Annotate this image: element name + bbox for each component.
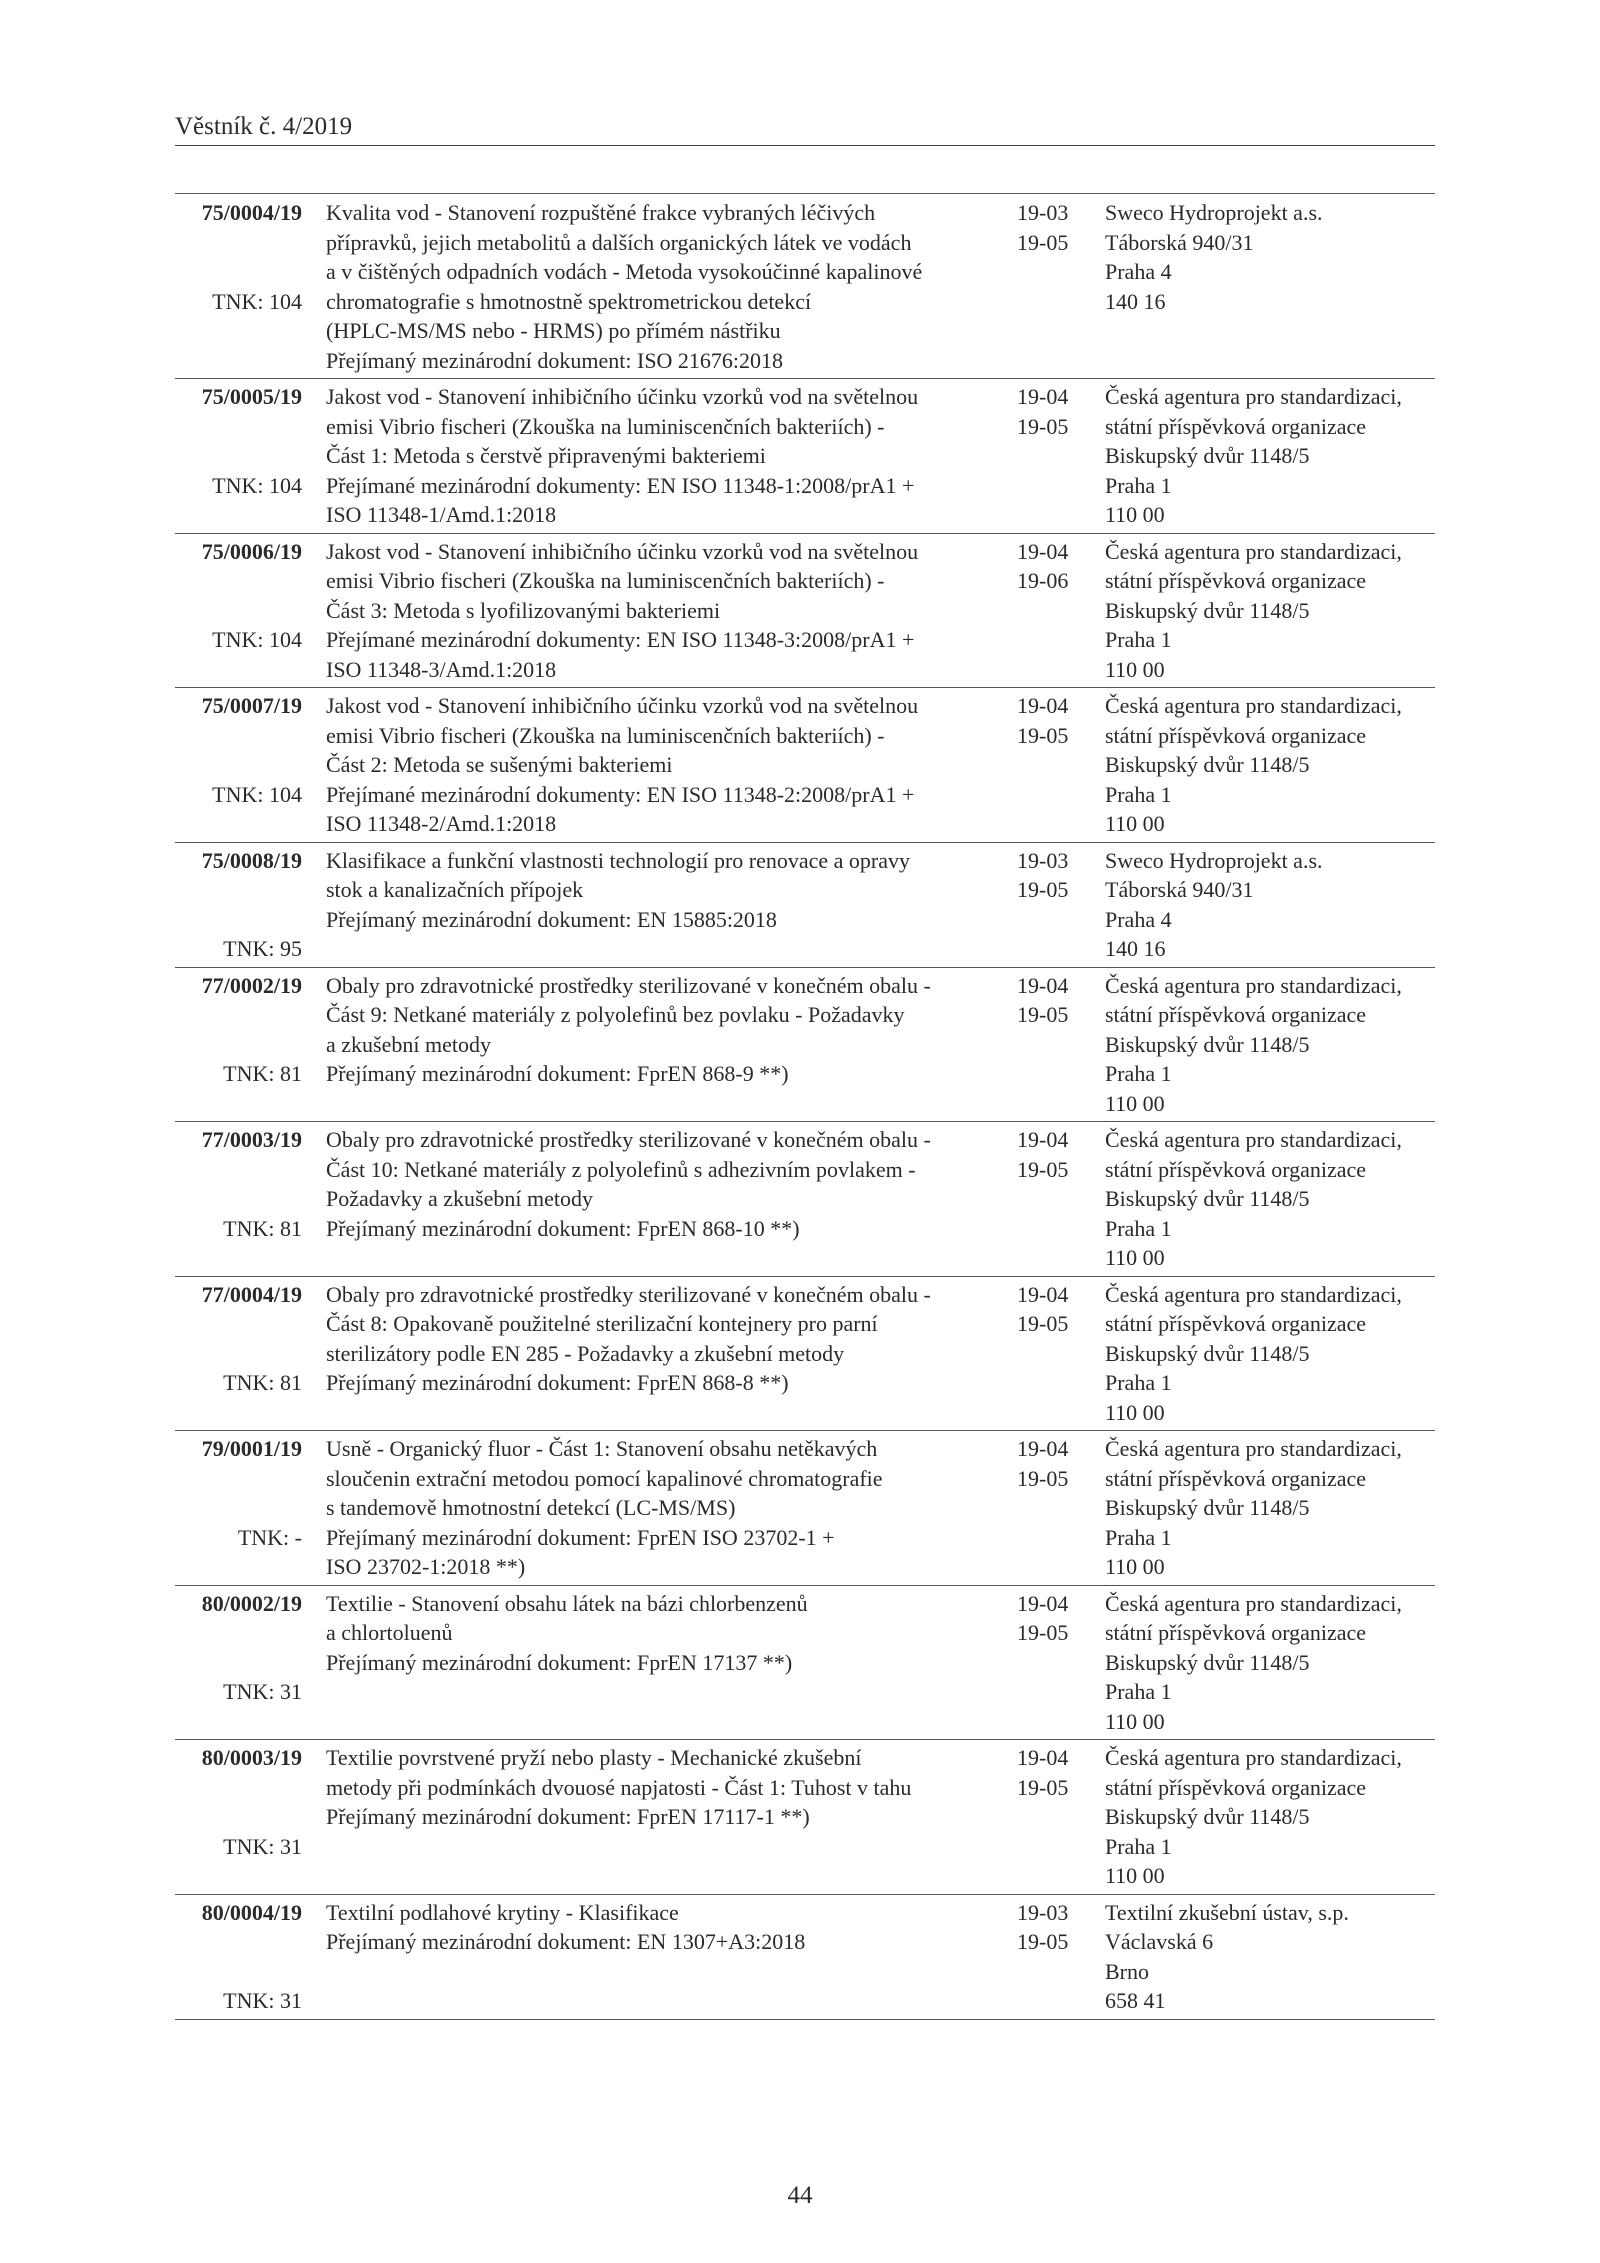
entry-title-line: Obaly pro zdravotnické prostředky sterilizované v konečném obalu - — [326, 1127, 931, 1152]
entry-organization-line: státní příspěvková organizace — [1105, 1620, 1367, 1645]
entry-title-line: Textilie - Stanovení obsahu látek na bázi chlorbenzenů — [326, 1590, 808, 1616]
entry-organization-line: 110 00 — [1105, 1399, 1165, 1425]
entry-dates — [1017, 1898, 1087, 1957]
entry-title — [326, 1898, 836, 1957]
entry-organization-line: Česká agentura pro standardizaci, — [1105, 538, 1402, 564]
entry-date: 19-05 — [1017, 1002, 1069, 1027]
entry-date: 19-05 — [1017, 1774, 1069, 1800]
entry-title-line: sloučenin extrační metodou pomocí kapalinové chromatografie — [326, 1465, 883, 1491]
entry-tnk: TNK: 81 — [223, 1370, 302, 1395]
entry-organization — [1105, 691, 1435, 839]
entry-id-cell — [175, 971, 302, 1119]
table-row — [175, 1586, 1435, 1741]
entry-title-line: emisi Vibrio fischeri (Zkouška na luminiscenčních bakteriích) - — [326, 722, 885, 748]
entry-organization-line: Česká agentura pro standardizaci, — [1105, 1590, 1402, 1616]
entry-title-line: (HPLC-MS/MS nebo - HRMS) po přímém nástřiku — [326, 318, 781, 343]
entry-organization-line: státní příspěvková organizace — [1105, 413, 1367, 439]
entry-organization-line: Praha 1 — [1105, 781, 1172, 807]
entry-tnk: TNK: - — [237, 1524, 302, 1550]
table-row — [175, 195, 1435, 379]
entry-title — [326, 691, 919, 839]
entry-organization-line: státní příspěvková organizace — [1105, 1311, 1367, 1336]
entry-tnk: TNK: 104 — [212, 288, 302, 314]
entry-date: 19-05 — [1017, 722, 1069, 748]
entry-organization — [1105, 1280, 1435, 1428]
entry-date: 19-03 — [1017, 847, 1069, 873]
entry-id-cell — [175, 1280, 302, 1428]
entry-title-line: Část 3: Metoda s lyofilizovanými bakteriemi — [326, 597, 721, 623]
entry-title-line: ISO 11348-2/Amd.1:2018 — [326, 811, 557, 836]
entry-date: 19-05 — [1017, 877, 1069, 902]
entry-dates — [1017, 971, 1087, 1030]
entry-organization-line: Sweco Hydroprojekt a.s. — [1105, 200, 1323, 225]
entry-organization-line: Biskupský dvůr 1148/5 — [1105, 752, 1310, 777]
entry-organization — [1105, 971, 1435, 1119]
entry-id-cell — [175, 1125, 302, 1273]
entry-organization-line: Praha 4 — [1105, 259, 1172, 284]
entry-code: 75/0004/19 — [201, 200, 302, 225]
entry-title-line: a zkušební metody — [326, 1031, 491, 1057]
entry-date: 19-04 — [1017, 972, 1069, 998]
entry-organization-line: 110 00 — [1105, 1090, 1165, 1116]
entry-code: 75/0008/19 — [201, 847, 302, 873]
entry-code: 77/0003/19 — [201, 1127, 302, 1152]
entry-title-line: Klasifikace a funkční vlastnosti technologií pro renovace a opravy — [326, 847, 911, 873]
entry-title-line: Jakost vod - Stanovení inhibičního účinku vzorků vod na světelnou — [326, 384, 919, 409]
entry-date: 19-05 — [1017, 229, 1069, 255]
entry-organization-line: Praha 1 — [1105, 1679, 1172, 1704]
entry-title — [326, 846, 911, 935]
entry-organization-line: Praha 1 — [1105, 627, 1172, 652]
entry-organization-line: Praha 1 — [1105, 1833, 1172, 1859]
entry-title — [326, 382, 919, 530]
entry-dates — [1017, 1125, 1087, 1184]
entry-tnk: TNK: 31 — [223, 1833, 302, 1859]
entry-id-cell — [175, 1589, 302, 1737]
entry-date: 19-05 — [1017, 1465, 1069, 1491]
entry-organization-line: 658 41 — [1105, 1988, 1166, 2013]
entry-organization-line: státní příspěvková organizace — [1105, 568, 1367, 593]
entry-code: 80/0004/19 — [201, 1899, 302, 1925]
entry-id-cell — [175, 691, 302, 839]
entry-date: 19-05 — [1017, 1620, 1069, 1645]
page-number: 44 — [787, 2182, 813, 2209]
entry-organization-line: Praha 1 — [1105, 1061, 1172, 1086]
entry-code: 77/0004/19 — [201, 1281, 302, 1307]
entry-title — [326, 1589, 836, 1678]
table-row — [175, 1277, 1435, 1432]
entry-dates — [1017, 537, 1087, 596]
entry-title — [326, 1434, 883, 1582]
entry-title — [326, 971, 931, 1089]
entry-code: 75/0007/19 — [201, 693, 302, 718]
entry-dates — [1017, 1280, 1087, 1339]
entry-organization-line: Biskupský dvůr 1148/5 — [1105, 443, 1310, 468]
entry-date: 19-03 — [1017, 1899, 1069, 1925]
entry-title — [326, 198, 923, 375]
entry-organization-line: 110 00 — [1105, 656, 1165, 682]
entry-organization-line: Česká agentura pro standardizaci, — [1105, 384, 1402, 409]
entry-organization-line: Biskupský dvůr 1148/5 — [1105, 1495, 1310, 1520]
entry-title-line: Jakost vod - Stanovení inhibičního účinku vzorků vod na světelnou — [326, 538, 919, 564]
entry-code: 80/0002/19 — [201, 1590, 302, 1616]
entry-title-line: stok a kanalizačních přípojek — [326, 877, 584, 902]
entry-organization-line: Biskupský dvůr 1148/5 — [1105, 1649, 1310, 1675]
entry-organization-line: Česká agentura pro standardizaci, — [1105, 972, 1402, 998]
entry-date: 19-04 — [1017, 1127, 1069, 1152]
entry-date: 19-05 — [1017, 1929, 1069, 1954]
entry-title-line: Usně - Organický fluor - Část 1: Stanovení obsahu netěkavých — [326, 1436, 878, 1461]
entry-title — [326, 537, 919, 685]
table-top-rule — [175, 193, 1435, 194]
entry-organization — [1105, 1125, 1435, 1273]
entry-organization-line: Textilní zkušební ústav, s.p. — [1105, 1899, 1349, 1925]
entry-title-line: Přejímaný mezinárodní dokument: ISO 21676:2018 — [326, 347, 784, 373]
entry-dates — [1017, 1589, 1087, 1648]
entry-id-cell — [175, 1743, 302, 1891]
entry-organization-line: Biskupský dvůr 1148/5 — [1105, 1340, 1310, 1366]
entry-title-line: Textilní podlahové krytiny - Klasifikace — [326, 1899, 679, 1925]
table-row — [175, 688, 1435, 843]
entry-organization-line: státní příspěvková organizace — [1105, 722, 1367, 748]
table-row — [175, 1431, 1435, 1586]
entry-title-line: Část 1: Metoda s čerstvě připravenými bakteriemi — [326, 443, 766, 468]
entry-organization-line: Česká agentura pro standardizaci, — [1105, 1281, 1402, 1307]
page-header-title: Věstník č. 4/2019 — [175, 113, 353, 140]
entry-organization-line: 140 16 — [1105, 288, 1166, 314]
entry-date: 19-03 — [1017, 200, 1069, 225]
entry-title-line: Část 9: Netkané materiály z polyolefinů bez povlaku - Požadavky — [326, 1002, 905, 1027]
entry-tnk: TNK: 104 — [212, 781, 302, 807]
entry-tnk: TNK: 95 — [223, 936, 302, 961]
entry-id-cell — [175, 1898, 302, 2016]
entry-date: 19-04 — [1017, 538, 1069, 564]
entry-title-line: emisi Vibrio fischeri (Zkouška na luminiscenčních bakteriích) - — [326, 413, 885, 439]
entry-organization-line: Václavská 6 — [1105, 1929, 1214, 1954]
entry-organization — [1105, 198, 1435, 316]
entry-organization-line: Sweco Hydroprojekt a.s. — [1105, 847, 1323, 873]
entry-organization — [1105, 1434, 1435, 1582]
entry-organization-line: Praha 1 — [1105, 472, 1172, 498]
entry-tnk: TNK: 31 — [223, 1988, 302, 2013]
entry-dates — [1017, 198, 1087, 257]
entry-title-line: ISO 11348-3/Amd.1:2018 — [326, 656, 557, 682]
entry-title-line: Obaly pro zdravotnické prostředky sterilizované v konečném obalu - — [326, 972, 931, 998]
entry-organization-line: 110 00 — [1105, 1863, 1165, 1888]
entry-organization-line: státní příspěvková organizace — [1105, 1465, 1367, 1491]
table-row — [175, 843, 1435, 968]
table-row — [175, 1740, 1435, 1895]
entry-title-line: sterilizátory podle EN 285 - Požadavky a zkušební metody — [326, 1340, 845, 1366]
entry-organization — [1105, 1743, 1435, 1891]
entry-title-line: Přejímané mezinárodní dokumenty: EN ISO 11348-3:2008/prA1 + — [326, 627, 915, 652]
entry-code: 79/0001/19 — [201, 1436, 302, 1461]
entry-tnk: TNK: 31 — [223, 1679, 302, 1704]
entry-organization — [1105, 537, 1435, 685]
entry-organization-line: Česká agentura pro standardizaci, — [1105, 1436, 1402, 1461]
table-row — [175, 968, 1435, 1123]
entry-organization-line: státní příspěvková organizace — [1105, 1002, 1367, 1027]
entry-organization-line: Brno — [1105, 1958, 1149, 1984]
entry-title-line: Část 8: Opakovaně použitelné sterilizační kontejnery pro parní — [326, 1311, 878, 1336]
entry-title-line: Obaly pro zdravotnické prostředky sterilizované v konečném obalu - — [326, 1281, 931, 1307]
entry-organization-line: státní příspěvková organizace — [1105, 1774, 1367, 1800]
entry-title-line: Přejímaný mezinárodní dokument: FprEN 17117-1 **) — [326, 1804, 810, 1829]
entry-date: 19-05 — [1017, 1156, 1069, 1182]
entry-organization-line: Praha 1 — [1105, 1215, 1172, 1241]
table-row — [175, 1895, 1435, 2020]
entry-title-line: Přejímaný mezinárodní dokument: FprEN ISO 23702-1 + — [326, 1524, 835, 1550]
entry-tnk: TNK: 104 — [212, 472, 302, 498]
entry-organization — [1105, 1589, 1435, 1737]
entry-organization-line: Biskupský dvůr 1148/5 — [1105, 597, 1310, 623]
standards-table — [175, 195, 1435, 2020]
entry-organization-line: Táborská 940/31 — [1105, 229, 1254, 255]
entry-code: 75/0005/19 — [201, 384, 302, 409]
entry-tnk: TNK: 81 — [223, 1215, 302, 1241]
entry-organization-line: 140 16 — [1105, 936, 1166, 961]
entry-organization-line: Česká agentura pro standardizaci, — [1105, 1127, 1402, 1152]
entry-organization-line: Biskupský dvůr 1148/5 — [1105, 1031, 1310, 1057]
table-row — [175, 1122, 1435, 1277]
entry-organization-line: Praha 1 — [1105, 1370, 1172, 1395]
entry-title-line: ISO 11348-1/Amd.1:2018 — [326, 502, 557, 527]
entry-organization-line: 110 00 — [1105, 1708, 1165, 1734]
entry-organization — [1105, 382, 1435, 530]
entry-title — [326, 1125, 931, 1243]
entry-title-line: metody při podmínkách dvouosé napjatosti - Část 1: Tuhost v tahu — [326, 1774, 912, 1800]
entry-title-line: Přejímané mezinárodní dokumenty: EN ISO 11348-2:2008/prA1 + — [326, 781, 915, 807]
entry-organization-line: Táborská 940/31 — [1105, 877, 1254, 902]
table-row — [175, 379, 1435, 534]
entry-title-line: chromatografie s hmotnostně spektrometrickou detekcí — [326, 288, 812, 314]
entry-title-line: emisi Vibrio fischeri (Zkouška na luminiscenčních bakteriích) - — [326, 568, 885, 593]
entry-date: 19-04 — [1017, 384, 1069, 409]
entry-organization-line: 110 00 — [1105, 1554, 1165, 1579]
entry-date: 19-04 — [1017, 1590, 1069, 1616]
entry-title-line: a chlortoluenů — [326, 1620, 453, 1645]
entry-title-line: a v čištěných odpadních vodách - Metoda vysokoúčinné kapalinové — [326, 259, 923, 284]
entry-title-line: Přejímaný mezinárodní dokument: EN 1307+A3:2018 — [326, 1929, 806, 1954]
entry-title-line: Přejímaný mezinárodní dokument: FprEN 17137 **) — [326, 1649, 793, 1675]
entry-id-cell — [175, 1434, 302, 1582]
entry-organization-line: Praha 4 — [1105, 906, 1172, 932]
entry-title-line: Požadavky a zkušební metody — [326, 1186, 593, 1211]
entry-id-cell — [175, 382, 302, 530]
entry-title-line: Textilie povrstvené pryží nebo plasty - Mechanické zkušební — [326, 1745, 862, 1770]
entry-organization-line: 110 00 — [1105, 502, 1165, 527]
entry-date: 19-04 — [1017, 1436, 1069, 1461]
entry-dates — [1017, 1743, 1087, 1802]
header-rule — [175, 145, 1435, 146]
entry-date: 19-05 — [1017, 413, 1069, 439]
entry-id-cell — [175, 198, 302, 375]
entry-title-line: přípravků, jejich metabolitů a dalších organických látek ve vodách — [326, 229, 912, 255]
entry-organization-line: státní příspěvková organizace — [1105, 1156, 1367, 1182]
entry-date: 19-04 — [1017, 693, 1069, 718]
entry-title — [326, 1743, 912, 1832]
entry-organization-line: Praha 1 — [1105, 1524, 1172, 1550]
entry-title-line: s tandemově hmotnostní detekcí (LC-MS/MS) — [326, 1495, 736, 1520]
entry-title-line: ISO 23702-1:2018 **) — [326, 1554, 526, 1579]
entry-code: 77/0002/19 — [201, 972, 302, 998]
entry-title-line: Přejímaný mezinárodní dokument: FprEN 868-8 **) — [326, 1370, 789, 1395]
entry-organization-line: 110 00 — [1105, 1245, 1165, 1270]
table-row — [175, 534, 1435, 689]
entry-code: 75/0006/19 — [201, 538, 302, 564]
entry-date: 19-04 — [1017, 1281, 1069, 1307]
entry-title-line: Část 2: Metoda se sušenými bakteriemi — [326, 752, 673, 777]
entry-organization-line: 110 00 — [1105, 811, 1165, 836]
entry-dates — [1017, 846, 1087, 905]
entry-id-cell — [175, 846, 302, 964]
entry-organization-line: Biskupský dvůr 1148/5 — [1105, 1186, 1310, 1211]
entry-date: 19-05 — [1017, 1311, 1069, 1336]
entry-title-line: Přejímaný mezinárodní dokument: FprEN 868-9 **) — [326, 1061, 789, 1086]
entry-title-line: Přejímaný mezinárodní dokument: EN 15885:2018 — [326, 906, 777, 932]
entry-organization — [1105, 1898, 1435, 2016]
entry-date: 19-06 — [1017, 568, 1069, 593]
entry-title-line: Kvalita vod - Stanovení rozpuštěné frakce vybraných léčivých — [326, 200, 876, 225]
entry-dates — [1017, 691, 1087, 750]
entry-dates — [1017, 382, 1087, 441]
entry-organization-line: Česká agentura pro standardizaci, — [1105, 1745, 1402, 1770]
entry-title-line: Přejímané mezinárodní dokumenty: EN ISO 11348-1:2008/prA1 + — [326, 472, 915, 498]
entry-code: 80/0003/19 — [201, 1745, 302, 1770]
entry-id-cell — [175, 537, 302, 685]
entry-organization — [1105, 846, 1435, 964]
entry-dates — [1017, 1434, 1087, 1493]
entry-tnk: TNK: 104 — [212, 627, 302, 652]
entry-organization-line: Biskupský dvůr 1148/5 — [1105, 1804, 1310, 1829]
entry-organization-line: Česká agentura pro standardizaci, — [1105, 693, 1402, 718]
entry-tnk: TNK: 81 — [223, 1061, 302, 1086]
entry-title-line: Přejímaný mezinárodní dokument: FprEN 868-10 **) — [326, 1215, 800, 1241]
entry-date: 19-04 — [1017, 1745, 1069, 1770]
entry-title-line: Jakost vod - Stanovení inhibičního účinku vzorků vod na světelnou — [326, 693, 919, 718]
entry-title-line: Část 10: Netkané materiály z polyolefinů s adhezivním povlakem - — [326, 1156, 916, 1182]
entry-title — [326, 1280, 931, 1398]
